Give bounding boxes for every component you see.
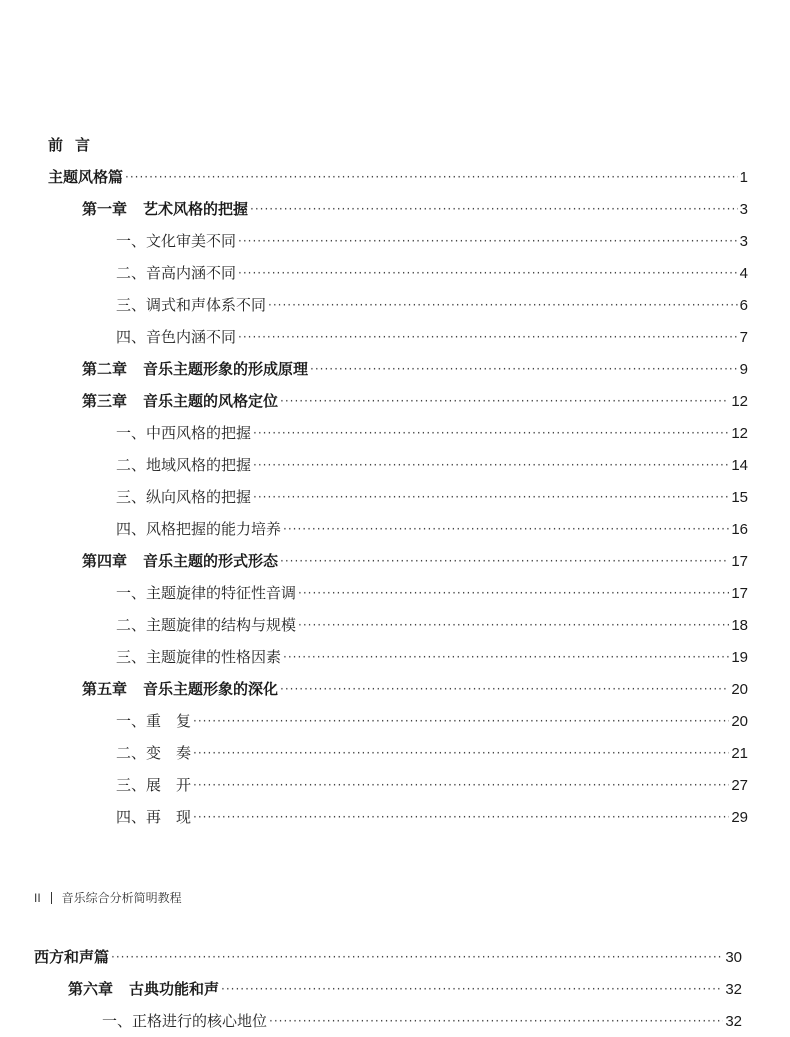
- dot-leader: [238, 326, 738, 348]
- toc-chapter-1[interactable]: [82, 198, 748, 220]
- chapter-number: 第二章: [82, 360, 128, 378]
- chapter-number: 第四章: [82, 552, 128, 570]
- dot-leader: [253, 454, 729, 476]
- dot-leader: [238, 230, 738, 252]
- dot-leader: [298, 614, 729, 636]
- chapter-number: 第一章: [82, 200, 128, 218]
- dot-leader: [238, 262, 738, 284]
- toc-chapter-5[interactable]: [82, 678, 748, 700]
- chapter-title: 艺术风格的把握: [143, 200, 249, 218]
- toc-page-number: 18: [731, 617, 748, 634]
- dot-leader: [283, 646, 729, 668]
- section-title: 三、主题旋律的性格因素: [116, 648, 282, 666]
- dot-leader: [280, 550, 729, 572]
- toc-page-number: 17: [731, 585, 748, 602]
- section-title: 四、音色内涵不同: [116, 328, 237, 346]
- dot-leader: [193, 806, 729, 828]
- section-title: 四、风格把握的能力培养: [116, 520, 282, 538]
- toc-page-number: 14: [731, 457, 748, 474]
- dot-leader: [193, 710, 729, 732]
- section-title: 二、主题旋律的结构与规模: [116, 616, 297, 634]
- dot-leader: [111, 946, 723, 968]
- dot-leader: [253, 486, 729, 508]
- chapter-title: 音乐主题的风格定位: [143, 392, 279, 410]
- toc-part-title: 西方和声篇: [34, 948, 110, 966]
- toc-page-number: 20: [731, 713, 748, 730]
- dot-leader: [221, 978, 723, 1000]
- section-title: 三、纵向风格的把握: [116, 488, 252, 506]
- chapter-title: 音乐主题形象的形成原理: [143, 360, 309, 378]
- toc-page-number: 20: [731, 681, 748, 698]
- dot-leader: [193, 774, 729, 796]
- toc-section[interactable]: [116, 326, 748, 348]
- toc-page-number: 12: [731, 393, 748, 410]
- folio-page-number: II: [34, 890, 41, 905]
- toc-section[interactable]: [116, 518, 748, 540]
- toc-section[interactable]: [116, 294, 748, 316]
- chapter-number: 第五章: [82, 680, 128, 698]
- dot-leader: [253, 422, 729, 444]
- toc-section[interactable]: [116, 646, 748, 668]
- chapter-number: 第六章: [68, 980, 114, 998]
- toc-part-2[interactable]: [34, 946, 742, 968]
- dot-leader: [269, 1010, 723, 1032]
- chapter-title: 音乐主题的形式形态: [143, 552, 279, 570]
- dot-leader: [298, 582, 729, 604]
- section-title: 二、音高内涵不同: [116, 264, 237, 282]
- section-title: 一、重 复: [116, 712, 192, 730]
- toc-page-number: 3: [739, 201, 748, 218]
- dot-leader: [280, 678, 729, 700]
- chapter-title: 音乐主题形象的深化: [143, 680, 279, 698]
- toc-page-number: 15: [731, 489, 748, 506]
- toc-page-number: 6: [739, 297, 748, 314]
- preface-heading: 前言: [48, 136, 103, 154]
- toc-page-number: 17: [731, 553, 748, 570]
- toc-page-number: 16: [731, 521, 748, 538]
- section-title: 一、文化审美不同: [116, 232, 237, 250]
- toc-section[interactable]: [116, 422, 748, 444]
- toc-section[interactable]: [116, 806, 748, 828]
- toc-page-number: 4: [739, 265, 748, 282]
- toc-page-number: 30: [725, 949, 742, 966]
- section-title: 三、展 开: [116, 776, 192, 794]
- toc-page-number: 7: [739, 329, 748, 346]
- toc-page-number: 29: [731, 809, 748, 826]
- dot-leader: [283, 518, 729, 540]
- toc-chapter-6[interactable]: [68, 978, 742, 1000]
- toc-part-1[interactable]: [48, 166, 748, 188]
- toc-section[interactable]: [116, 742, 748, 764]
- dot-leader: [268, 294, 738, 316]
- section-title: 一、正格进行的核心地位: [102, 1012, 268, 1030]
- dot-leader: [193, 742, 729, 764]
- section-title: 二、地域风格的把握: [116, 456, 252, 474]
- toc-chapter-4[interactable]: [82, 550, 748, 572]
- toc-page-number: 9: [739, 361, 748, 378]
- toc-section[interactable]: [116, 230, 748, 252]
- toc-chapter-3[interactable]: [82, 390, 748, 412]
- toc-page-number: 19: [731, 649, 748, 666]
- toc-section[interactable]: [116, 262, 748, 284]
- section-title: 一、主题旋律的特征性音调: [116, 584, 297, 602]
- toc-page-number: 32: [725, 1013, 742, 1030]
- toc-section[interactable]: [116, 486, 748, 508]
- toc-page-number: 12: [731, 425, 748, 442]
- section-title: 一、中西风格的把握: [116, 424, 252, 442]
- toc-part-title: 主题风格篇: [48, 168, 124, 186]
- dot-leader: [250, 198, 738, 220]
- section-title: 四、再 现: [116, 808, 192, 826]
- toc-section[interactable]: [116, 582, 748, 604]
- dot-leader: [310, 358, 738, 380]
- section-title: 二、变 奏: [116, 744, 192, 762]
- toc-page-number: 3: [739, 233, 748, 250]
- running-header: [34, 889, 182, 906]
- chapter-title: 古典功能和声: [129, 980, 220, 998]
- chapter-number: 第三章: [82, 392, 128, 410]
- toc-page-number: 32: [725, 981, 742, 998]
- section-title: 三、调式和声体系不同: [116, 296, 267, 314]
- book-title: 音乐综合分析简明教程: [61, 891, 182, 905]
- toc-section[interactable]: [116, 454, 748, 476]
- toc-section[interactable]: [116, 614, 748, 636]
- toc-chapter-2[interactable]: [82, 358, 748, 380]
- header-divider: [51, 892, 52, 904]
- dot-leader: [125, 166, 738, 188]
- toc-section[interactable]: [116, 710, 748, 732]
- toc-page-number: 1: [739, 169, 748, 186]
- dot-leader: [280, 390, 729, 412]
- toc-page-number: 27: [731, 777, 748, 794]
- toc-section[interactable]: [102, 1010, 742, 1032]
- toc-page-number: 21: [731, 745, 748, 762]
- toc-section[interactable]: [116, 774, 748, 796]
